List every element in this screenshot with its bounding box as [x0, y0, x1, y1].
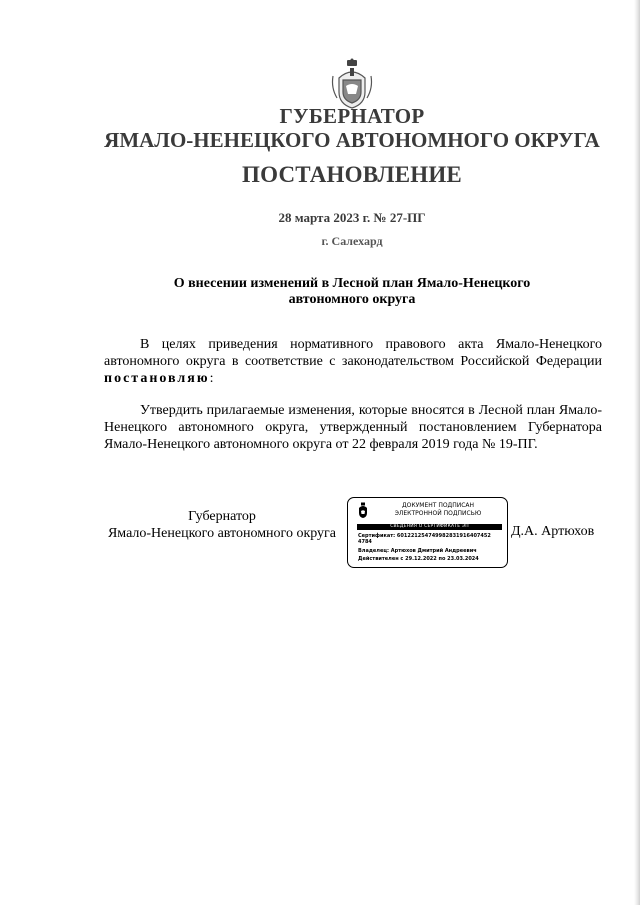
- stamp-emblem-icon: [356, 502, 370, 519]
- subject-line-1: О внесении изменений в Лесной план Ямало-Ненецкого: [173, 276, 531, 291]
- date-number: 28 марта 2023 г. № 27-ПГ: [278, 210, 426, 225]
- subject-line-2: автономного округа: [288, 292, 416, 307]
- stamp-certificate-bar: СВЕДЕНИЯ О СЕРТИФИКАТЕ ЭП: [357, 524, 502, 530]
- body-paragraph-2: [104, 402, 602, 453]
- header-governor: ГУБЕРНАТОР: [279, 104, 425, 128]
- stamp-certificate: Сертификат: 601221254749982831916407452: [358, 533, 491, 539]
- decree-colon: :: [209, 371, 214, 386]
- decree-word: постановляю: [104, 371, 210, 386]
- signatory-role-line-2: Ямало-Ненецкого автономного округа: [107, 526, 337, 541]
- city: г. Салехард: [321, 234, 383, 248]
- coat-of-arms-icon: [329, 58, 375, 110]
- stamp-validity: Действителен с 29.12.2022 по 23.03.2024: [358, 556, 479, 562]
- stamp-heading-line-2: ЭЛЕКТРОННОЙ ПОДПИСЬЮ: [394, 509, 482, 517]
- signatory-role: [104, 508, 340, 542]
- signatory-name: Д.А. Артюхов: [511, 524, 595, 539]
- signatory-role-line-1: Губернатор: [188, 509, 256, 524]
- stamp-heading-line-1: ДОКУМЕНТ ПОДПИСАН: [401, 502, 475, 509]
- stamp-certificate-cont: 4784: [358, 539, 372, 545]
- document-type: ПОСТАНОВЛЕНИЕ: [242, 162, 462, 187]
- document-subject: [140, 276, 564, 308]
- header-region: ЯМАЛО-НЕНЕЦКОГО АВТОНОМНОГО ОКРУГА: [104, 128, 600, 152]
- body-paragraph-1: [104, 336, 602, 387]
- stamp-heading: [372, 502, 504, 517]
- paragraph-2-text: Утвердить прилагаемые изменения, которые вносятся в Лесной план Ямало-Ненецкого автономного округа, утвержденный постановлением Губернатора Ямало-Ненецкого автономного округа от 22 февраля 2019 года № 19-ПГ.: [104, 403, 602, 452]
- electronic-signature-stamp: [347, 497, 508, 568]
- stamp-owner: Владелец: Артюхов Дмитрий Андреевич: [358, 548, 477, 554]
- paragraph-1-text: В целях приведения нормативного правового акта Ямало-Ненецкого автономного округа в соответствие с законодательством Российской Федерации: [104, 337, 602, 369]
